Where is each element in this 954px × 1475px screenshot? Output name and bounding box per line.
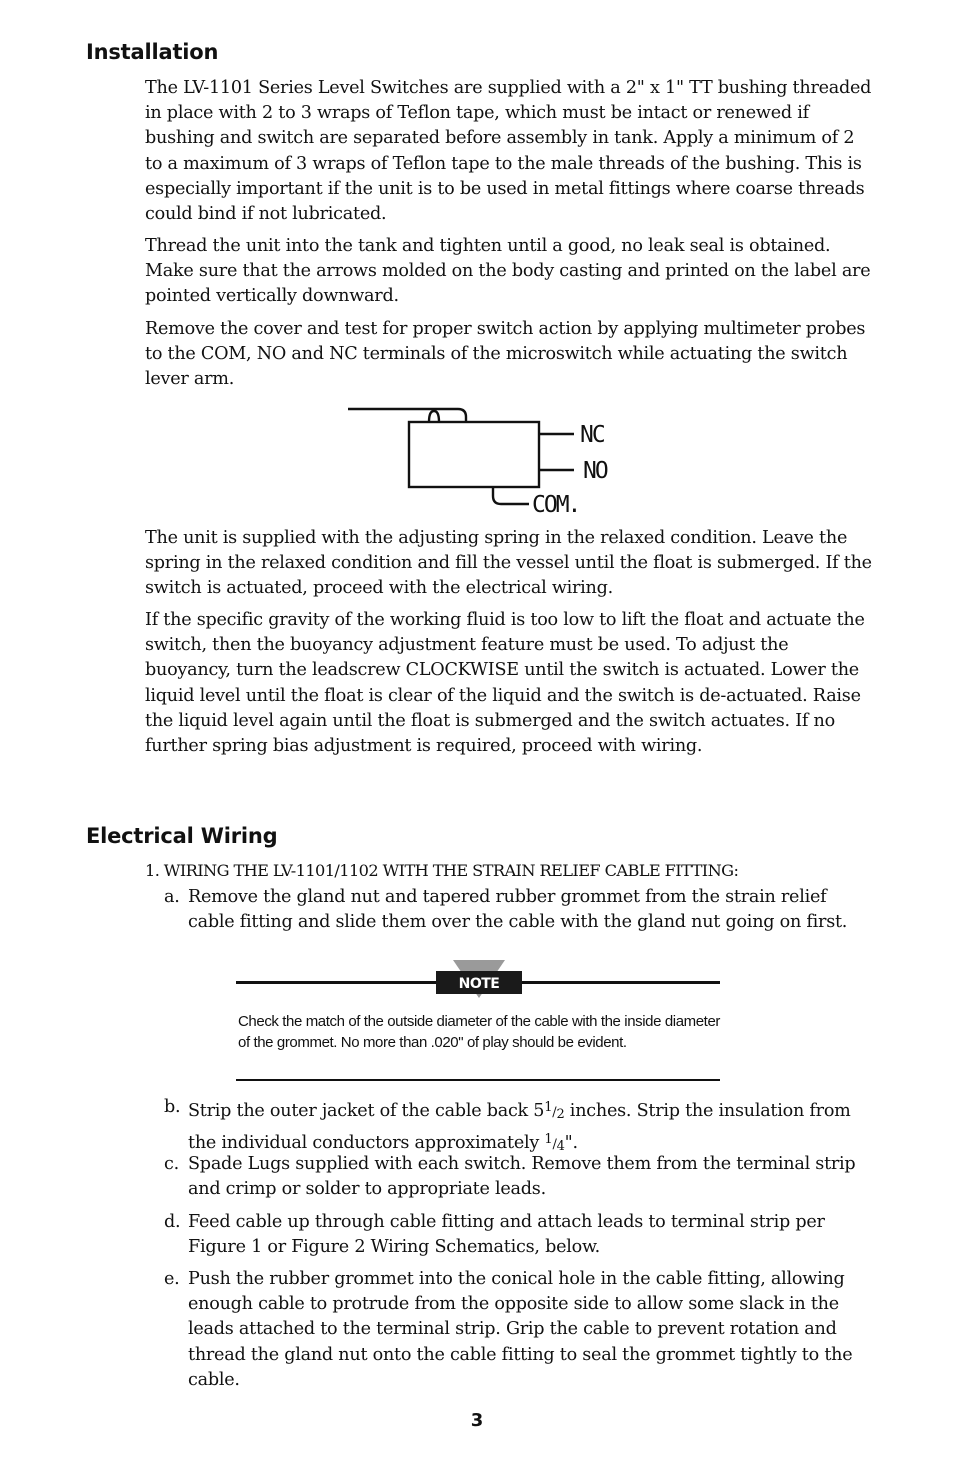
list-item-a <box>164 885 874 935</box>
list-marker-b: b. <box>164 1097 181 1117</box>
fraction-one-quarter: $^1/_4$ <box>544 1132 565 1155</box>
switch-body <box>409 422 539 487</box>
microswitch-diagram <box>340 400 640 520</box>
list-text-e: Push the rubber grommet into the conical hole in the cable fitting, allowing enough cable to protrude from the opposite side to allow some slack in the leads attached to the terminal strip. Grip the cable to prevent rotation and thread the gland nut onto the cable fitting to seal the grommet tightly to the cable. <box>188 1269 853 1390</box>
list-item-d <box>164 1210 874 1260</box>
switch-lever-arm <box>348 409 466 422</box>
list-item-e <box>164 1267 874 1393</box>
note-badge <box>436 960 522 998</box>
list-text-d: Feed cable up through cable fitting and attach leads to terminal strip per Figure 1 or Figure 2 Wiring Schematics, below. <box>188 1212 825 1258</box>
note-text: Check the match of the outside diameter of the cable with the inside diameter of the grommet. No more than .020" of play should be evident. <box>238 1013 720 1051</box>
list-marker-c: c. <box>164 1154 179 1174</box>
fraction-one-quarter-denominator: 4 <box>556 1139 565 1155</box>
list-item-c <box>164 1152 874 1202</box>
page-number: 3 <box>470 1410 484 1431</box>
list-text-b-part-1: Strip the outer jacket of the cable back 5 <box>188 1101 545 1121</box>
fraction-one-half-numerator: 1 <box>544 1100 553 1115</box>
com-label: COM. <box>532 492 580 518</box>
fraction-one-quarter-numerator: 1 <box>544 1132 553 1148</box>
list-marker-e: e. <box>164 1269 180 1289</box>
com-lead <box>493 487 529 504</box>
list-marker-d: d. <box>164 1212 181 1232</box>
list-item-b <box>164 1095 874 1159</box>
no-label: NO <box>583 458 607 484</box>
fraction-one-half-denominator: 2 <box>556 1107 565 1122</box>
installation-heading: Installation <box>86 40 219 64</box>
list-text-b-part-3: ". <box>564 1133 578 1154</box>
installation-paragraph-3: Remove the cover and test for proper switch action by applying multimeter probes to the COM, NO and NC terminals of the microswitch while actuating the switch lever arm. <box>145 319 866 390</box>
list-text-c: Spade Lugs supplied with each switch. Remove them from the terminal strip and crimp or solder to appropriate leads. <box>188 1154 856 1200</box>
list-text-a: Remove the gland nut and tapered rubber grommet from the strain relief cable fitting and slide them over the cable with the gland nut going on first. <box>188 887 848 933</box>
installation-paragraph-2: Thread the unit into the tank and tighten until a good, no leak seal is obtained. Make sure that the arrows molded on the body casting and printed on the label are pointed vertically downward. <box>145 236 871 307</box>
note-label: NOTE <box>458 976 500 992</box>
list-marker-a: a. <box>164 887 180 907</box>
note-bottom-rule <box>236 1079 720 1081</box>
installation-paragraph-1: The LV-1101 Series Level Switches are supplied with a 2" x 1" TT bushing threaded in place with 2 to 3 wraps of Teflon tape, which must be intact or renewed if bushing and switch are separated before assembly in tank. Apply a minimum of 2 to a maximum of 3 wraps of Teflon tape to the male threads of the bushing. This is especially important if the unit is to be used in metal fittings where coarse threads could bind if not lubricated. <box>145 78 872 225</box>
list-text-b-part-2: inches. Strip the insulation from the individual conductors approximately <box>188 1101 851 1154</box>
list-text-b <box>188 1095 874 1159</box>
wiring-step-1: 1. WIRING THE LV-1101/1102 WITH THE STRAIN RELIEF CABLE FITTING: <box>145 861 739 880</box>
installation-paragraph-4: The unit is supplied with the adjusting spring in the relaxed condition. Leave the spring in the relaxed condition and fill the vessel until the float is submerged. If the switch is actuated, proceed with the electrical wiring. <box>145 528 872 599</box>
installation-paragraph-5: If the specific gravity of the working fluid is too low to lift the float and actuate the switch, then the buoyancy adjustment feature must be used. To adjust the buoyancy, turn the leadscrew CLOCKWISE until the switch is actuated. Lower the liquid level until the float is clear of the liquid and the switch is de-actuated. Raise the liquid level again until the float is submerged and the switch actuates. If no further spring bias adjustment is required, proceed with wiring. <box>145 610 865 757</box>
electrical-wiring-heading: Electrical Wiring <box>86 824 278 848</box>
fraction-one-half: $^1/_2$ <box>544 1100 565 1122</box>
nc-label: NC <box>580 422 604 448</box>
